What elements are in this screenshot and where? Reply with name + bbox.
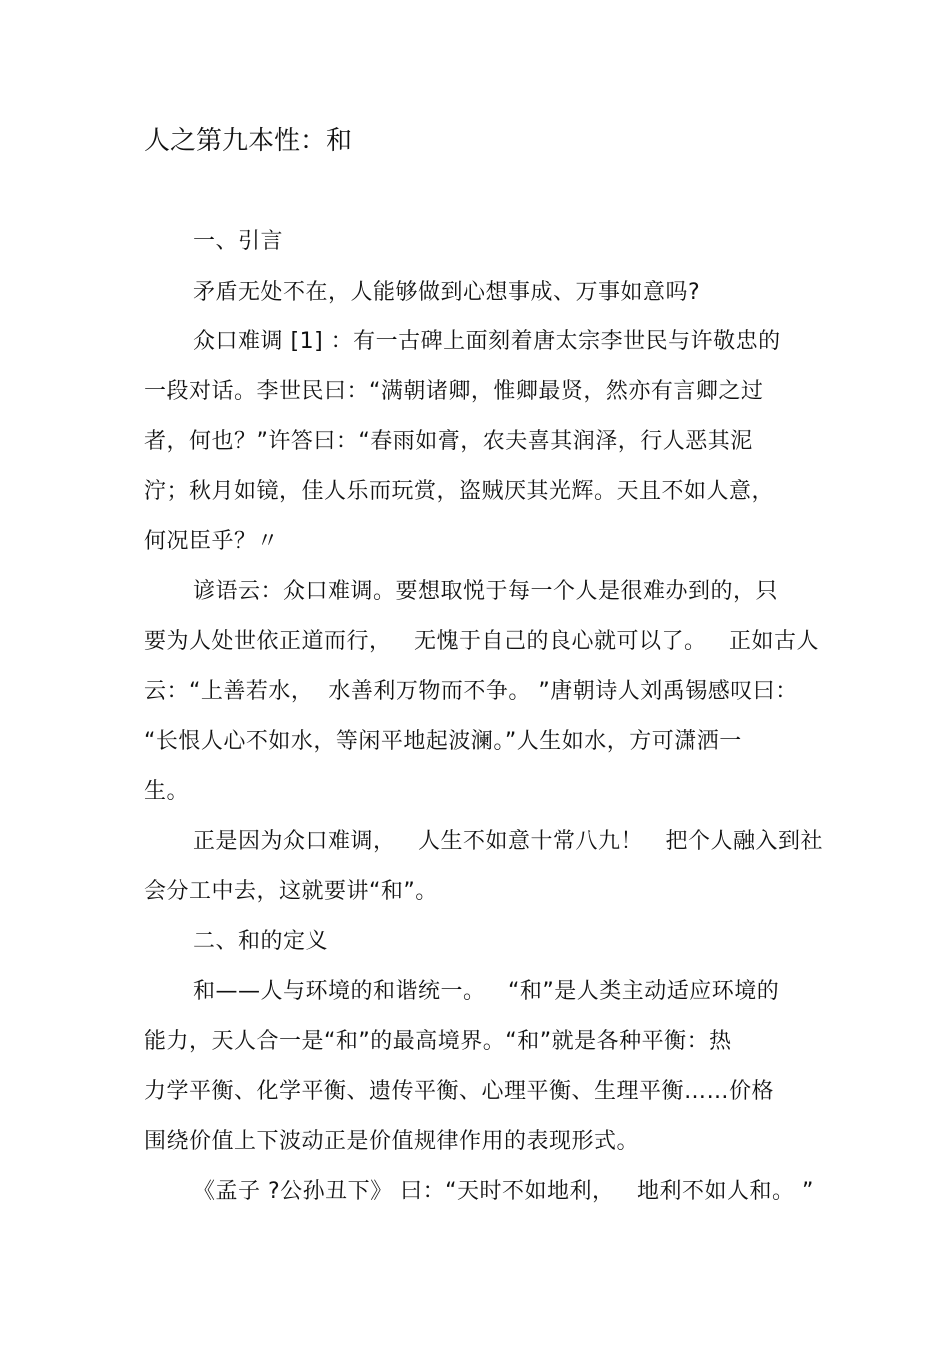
paragraph-line: 者，何也？”许答曰：“春雨如膏，农夫喜其润泽，行人恶其泥 [144,429,753,454]
section-heading-definition: 二、和的定义 [193,929,329,954]
paragraph-line: 能力，天人合一是“和”的最高境界。“和”就是各种平衡：热 [144,1029,732,1054]
paragraph-line: 和——人与环境的和谐统一。 “和”是人类主动适应环境的 [193,979,780,1004]
section-heading-intro: 一、引言 [193,229,284,254]
paragraph-line: 围绕价值上下波动正是价值规律作用的表现形式。 [144,1129,640,1154]
paragraph-line: 力学平衡、化学平衡、遗传平衡、心理平衡、生理平衡……价格 [144,1079,775,1104]
paragraph-line: 生。 [144,779,190,804]
paragraph-line: 《孟子 ?公孙丑下》 曰：“天时不如地利， 地利不如人和。 ” [193,1179,814,1204]
paragraph-line: 泞；秋月如镜，佳人乐而玩赏，盗贼厌其光辉。天且不如人意， [144,479,775,504]
paragraph-line: “长恨人心不如水，等闲平地起波澜。”人生如水，方可潇洒一 [144,729,742,754]
paragraph-line: 云：“上善若水， 水善利万物而不争。 ”唐朝诗人刘禹锡感叹曰： [144,679,798,704]
paragraph-line: 正是因为众口难调， 人生不如意十常八九！ 把个人融入到社 [193,829,823,854]
paragraph-line: 矛盾无处不在，人能够做到心想事成、万事如意吗? [193,280,701,305]
paragraph-line: 谚语云：众口难调。要想取悦于每一个人是很难办到的，只 [193,579,779,604]
paragraph-line: 众口难调 [1] ：有一古碑上面刻着唐太宗李世民与许敬忠的 [193,329,781,354]
page-title: 人之第九本性：和 [144,126,353,156]
paragraph-line: 会分工中去，这就要讲“和”。 [144,879,438,904]
paragraph-line: 要为人处世依正道而行， 无愧于自己的良心就可以了。 正如古人 [144,629,819,654]
paragraph-line: 一段对话。李世民曰：“满朝诸卿，惟卿最贤，然亦有言卿之过 [144,379,764,404]
paragraph-line: 何况臣乎？〃 [144,529,280,554]
